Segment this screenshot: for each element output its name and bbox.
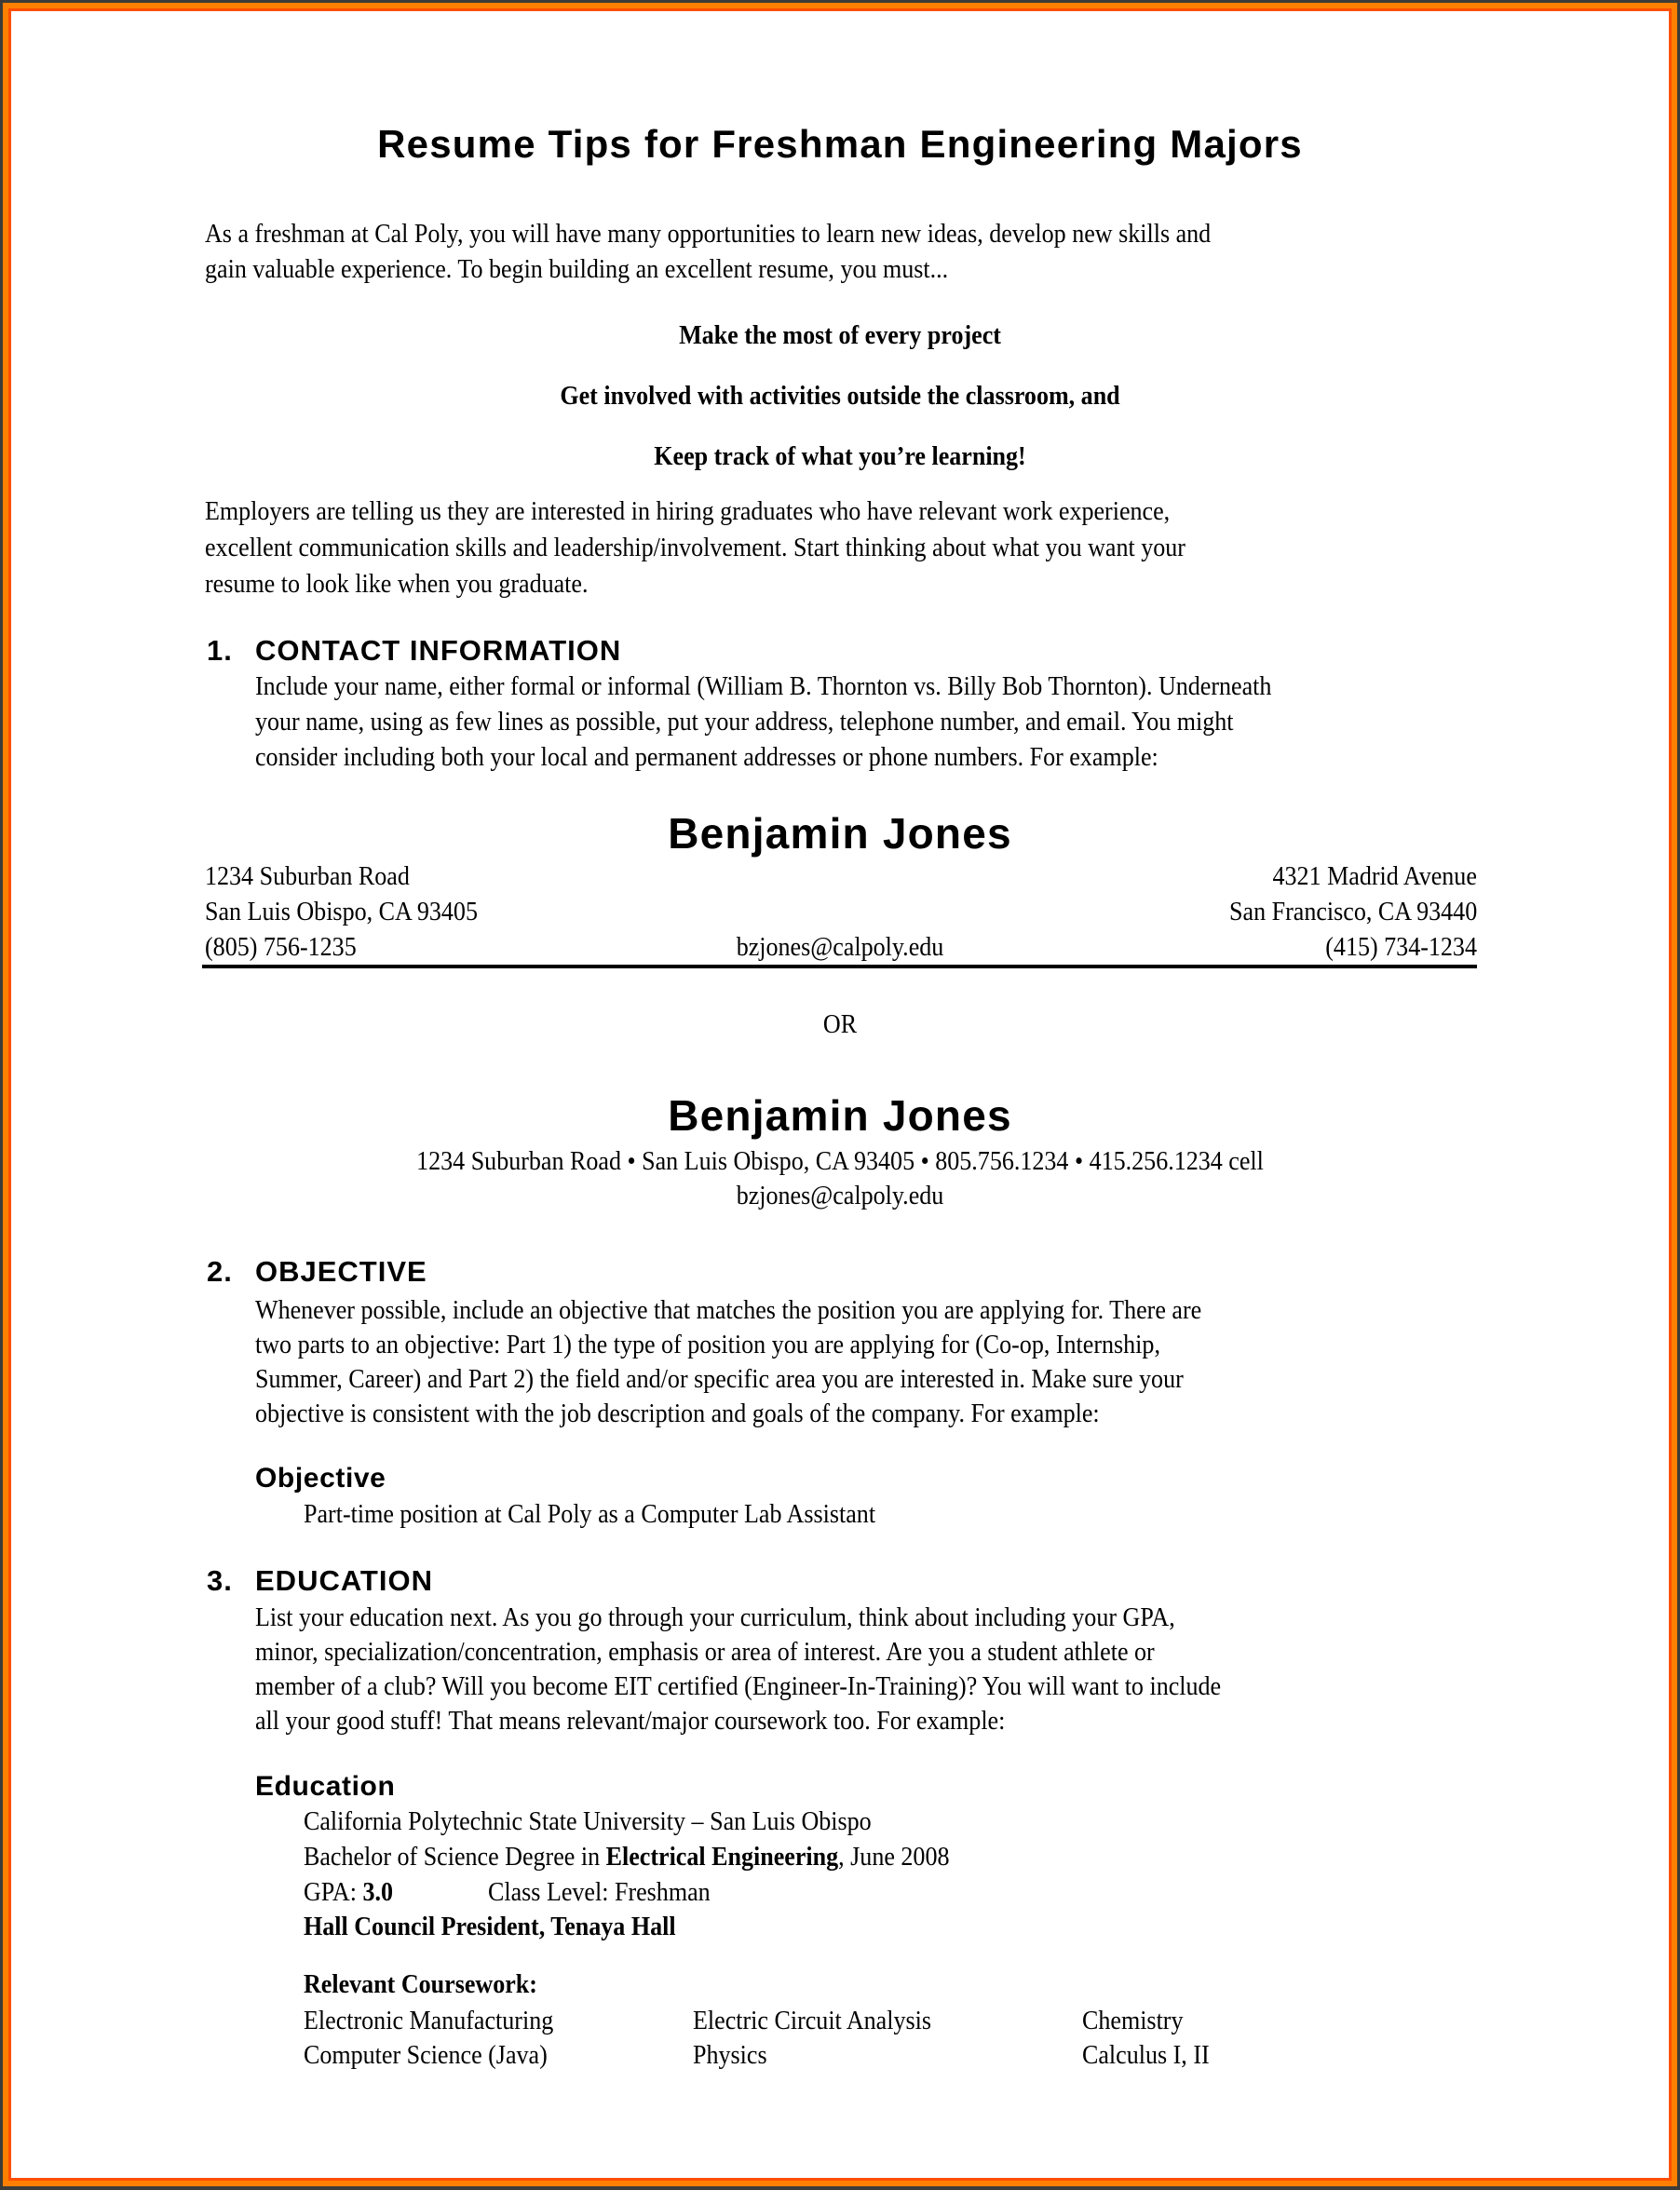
- intro-line: As a freshman at Cal Poly, you will have many opportunities to learn new ideas, develop new skills and: [205, 220, 1212, 249]
- class-level: Class Level: Freshman: [488, 1878, 711, 1907]
- tip-line: Keep track of what you’re learning!: [654, 442, 1026, 471]
- objective-body-line: two parts to an objective: Part 1) the type of position you are applying for (Co-op, Internship,: [255, 1331, 1160, 1359]
- coursework-item: Electric Circuit Analysis: [693, 2007, 932, 2035]
- local-address-line2: San Luis Obispo, CA 93405: [205, 898, 478, 926]
- tip-line: Get involved with activities outside the classroom, and: [560, 382, 1120, 411]
- coursework-item: Electronic Manufacturing: [304, 2007, 554, 2035]
- tip-line: Make the most of every project: [679, 321, 1001, 350]
- gpa-line: [304, 1880, 393, 1906]
- section-heading-education: EDUCATION: [255, 1564, 433, 1597]
- perm-address-line1: 4321 Madrid Avenue: [1272, 862, 1477, 891]
- degree-prefix: Bachelor of Science Degree in: [304, 1843, 606, 1872]
- objective-body-line: Summer, Career) and Part 2) the field and/or specific area you are interested in. Make sure your: [255, 1365, 1184, 1394]
- local-address-line1: 1234 Suburban Road: [205, 862, 410, 891]
- coursework-item: Chemistry: [1082, 2007, 1184, 2035]
- coursework-item: Physics: [693, 2041, 767, 2070]
- section-number-contact: 1.: [207, 634, 233, 667]
- contact-line: 1234 Suburban Road • San Luis Obispo, CA 93405 • 805.756.1234 • 415.256.1234 cell: [416, 1147, 1264, 1176]
- or-separator: OR: [822, 1010, 858, 1039]
- email-address: bzjones@calpoly.edu: [736, 933, 944, 962]
- section-heading-contact: CONTACT INFORMATION: [255, 634, 622, 667]
- coursework-item: Calculus I, II: [1082, 2041, 1210, 2070]
- example-education-heading: Education: [255, 1771, 396, 1802]
- degree-suffix: , June 2008: [838, 1843, 950, 1872]
- gpa-value: 3.0: [362, 1878, 394, 1907]
- example-name: Benjamin Jones: [668, 1091, 1012, 1140]
- degree-major: Electrical Engineering: [605, 1843, 839, 1872]
- objective-body-line: Whenever possible, include an objective that matches the position you are applying for. There are: [255, 1296, 1202, 1325]
- activity-line: Hall Council President, Tenaya Hall: [304, 1913, 676, 1941]
- education-body-line: List your education next. As you go through your curriculum, think about including your GPA,: [255, 1603, 1175, 1632]
- coursework-label: Relevant Coursework:: [304, 1970, 537, 1999]
- objective-body-line: objective is consistent with the job description and goals of the company. For example:: [255, 1399, 1100, 1428]
- perm-phone: (415) 734-1234: [1325, 933, 1477, 962]
- example-name: Benjamin Jones: [668, 809, 1012, 858]
- header-divider-rule: [202, 965, 1477, 968]
- gpa-label: GPA:: [304, 1878, 363, 1907]
- employers-paragraph-line: excellent communication skills and leadership/involvement. Start thinking about what you want your: [205, 534, 1185, 562]
- education-body-line: all your good stuff! That means relevant/major coursework too. For example:: [255, 1707, 1006, 1736]
- university-name: California Polytechnic State University – San Luis Obispo: [304, 1807, 872, 1836]
- degree-line: [304, 1845, 949, 1871]
- education-body-line: minor, specialization/concentration, emphasis or area of interest. Are you a student athlete or: [255, 1638, 1155, 1667]
- document-page: [11, 11, 1669, 2178]
- contact-body-line: your name, using as few lines as possible, put your address, telephone number, and email. You might: [255, 708, 1234, 737]
- document-title: Resume Tips for Freshman Engineering Majors: [377, 122, 1303, 166]
- coursework-item: Computer Science (Java): [304, 2041, 548, 2070]
- intro-line: gain valuable experience. To begin building an excellent resume, you must...: [205, 255, 949, 284]
- employers-paragraph-line: resume to look like when you graduate.: [205, 570, 589, 599]
- section-heading-objective: OBJECTIVE: [255, 1255, 427, 1288]
- education-body-line: member of a club? Will you become EIT certified (Engineer-In-Training)? You will want to include: [255, 1672, 1222, 1701]
- local-phone: (805) 756-1235: [205, 933, 357, 962]
- section-number-objective: 2.: [207, 1255, 233, 1288]
- example-objective-text: Part-time position at Cal Poly as a Computer Lab Assistant: [304, 1500, 876, 1529]
- example-objective-heading: Objective: [255, 1463, 386, 1494]
- perm-address-line2: San Francisco, CA 93440: [1228, 898, 1477, 926]
- contact-body-line: Include your name, either formal or informal (William B. Thornton vs. Billy Bob Thornton). Underneath: [255, 672, 1272, 701]
- contact-body-line: consider including both your local and permanent addresses or phone numbers. For example:: [255, 743, 1158, 772]
- employers-paragraph-line: Employers are telling us they are interested in hiring graduates who have relevant work experience,: [205, 497, 1171, 526]
- section-number-education: 3.: [207, 1564, 233, 1597]
- email-address: bzjones@calpoly.edu: [736, 1182, 944, 1210]
